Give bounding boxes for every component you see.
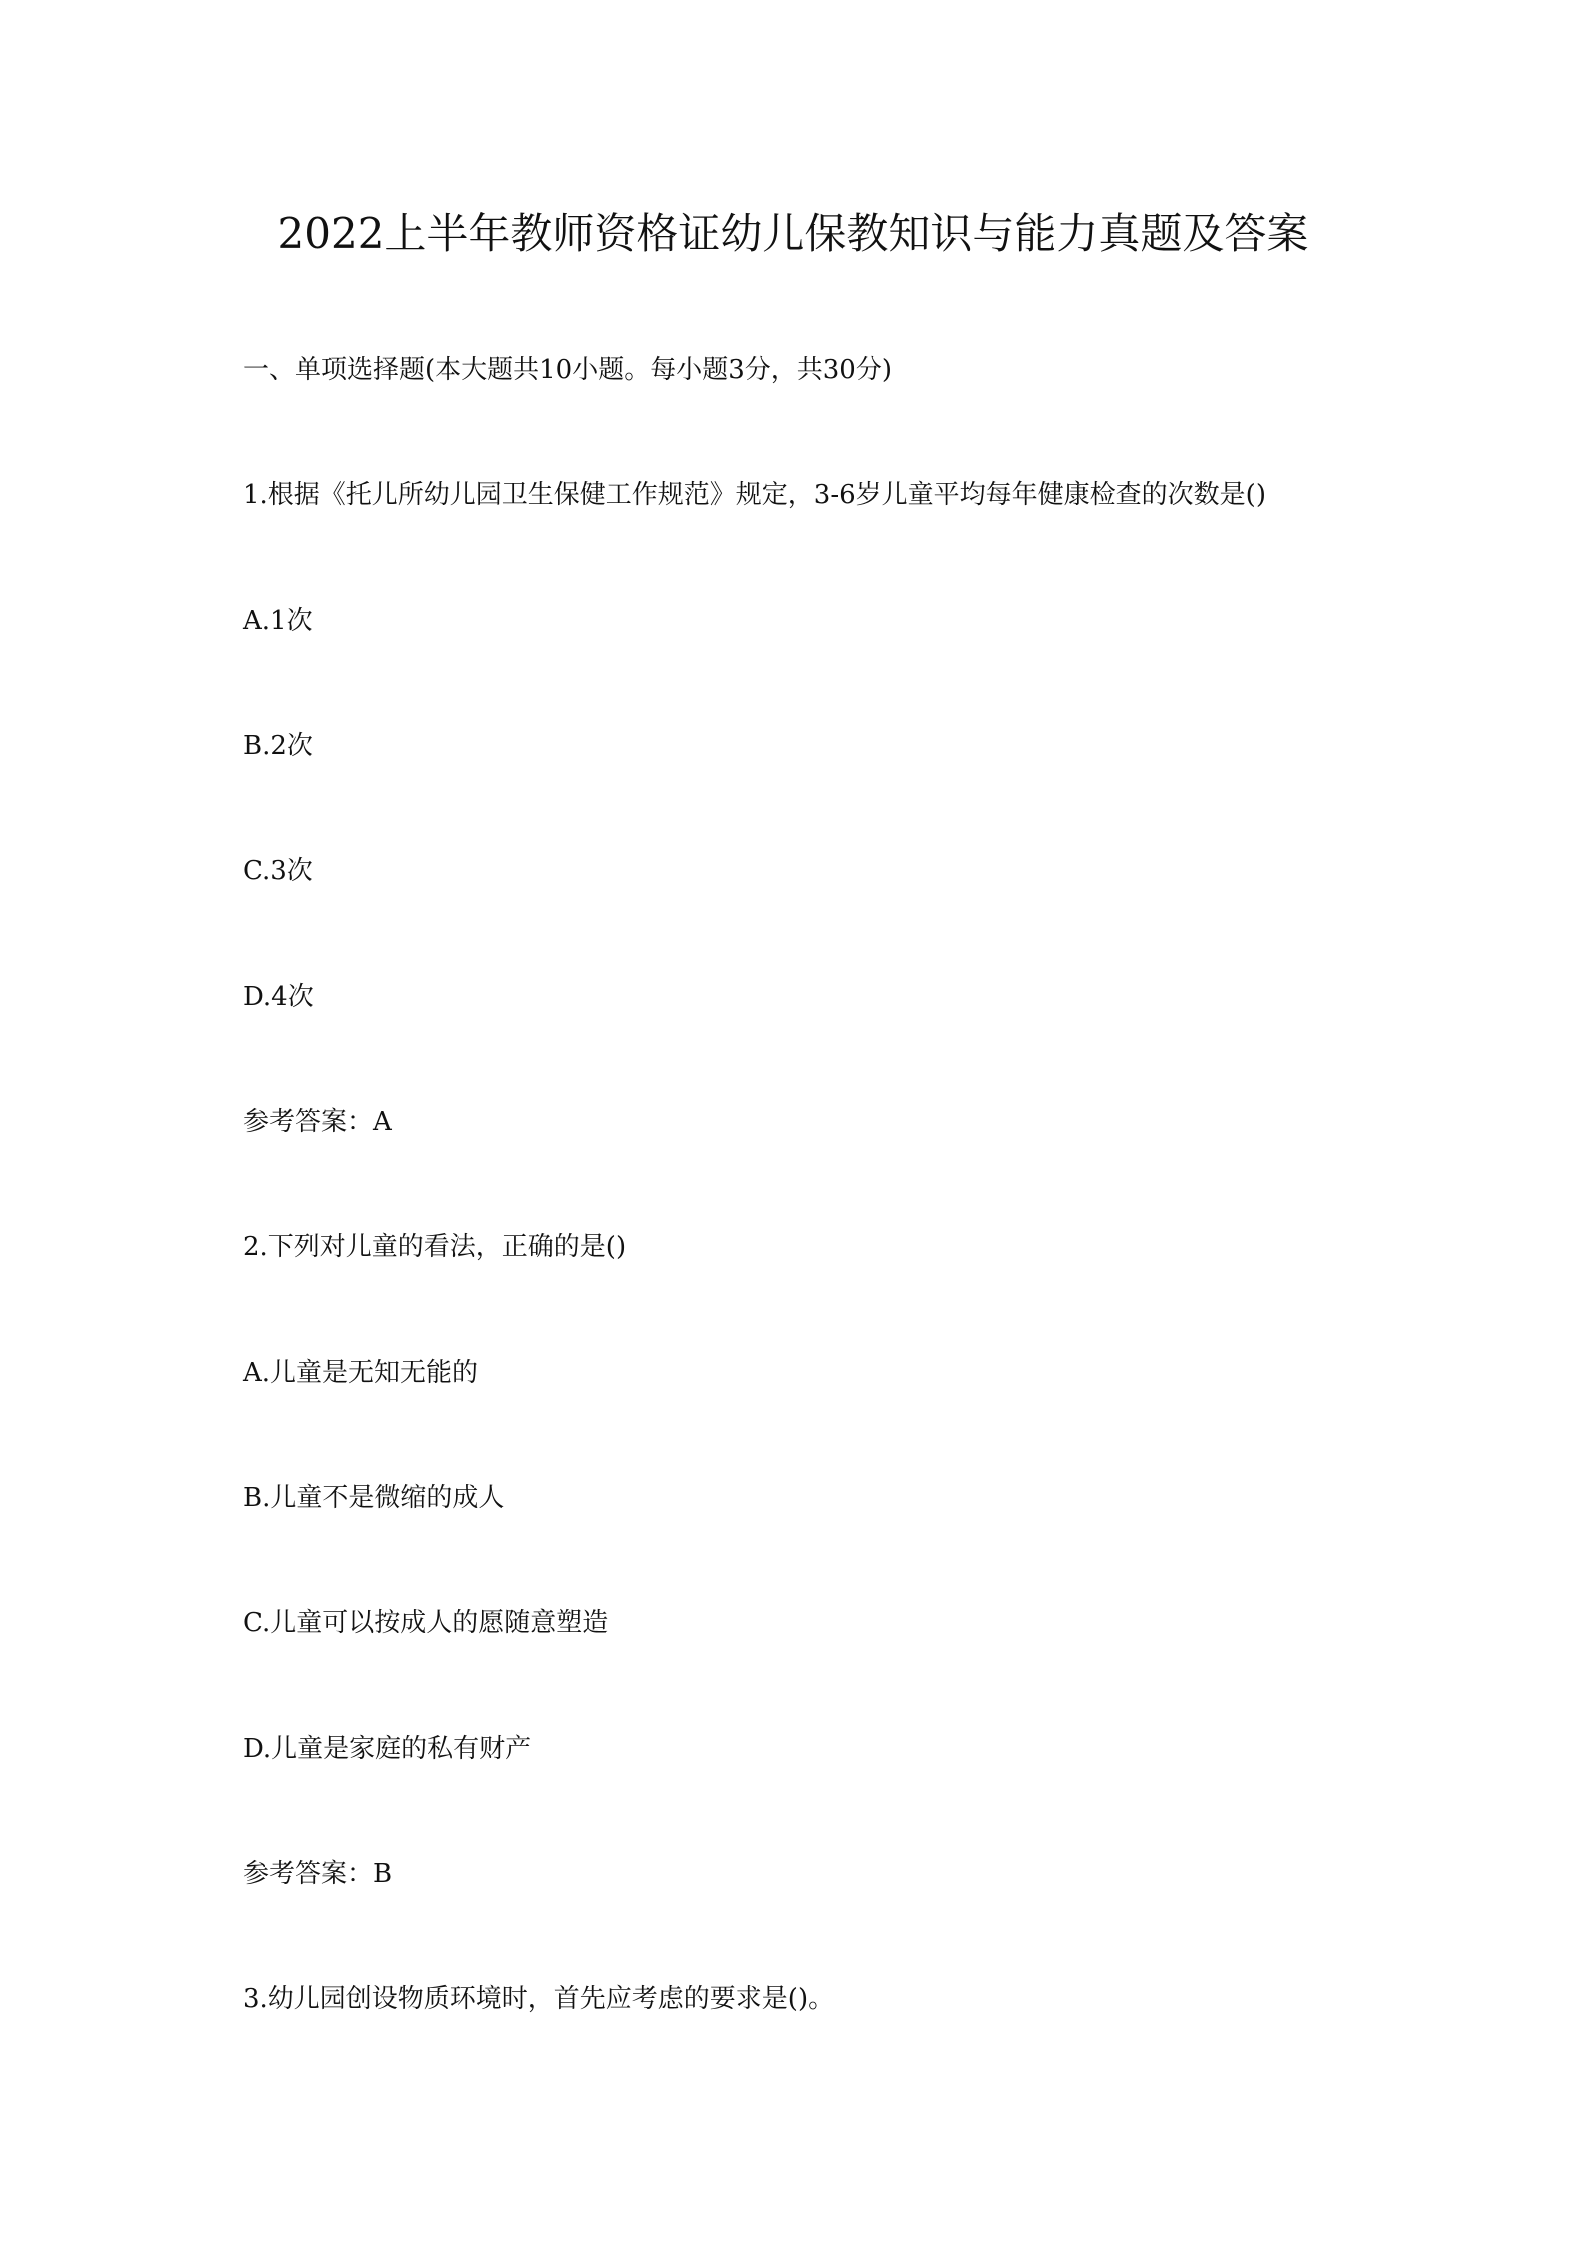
question-1-option-b: B.2次 bbox=[243, 731, 313, 761]
document-title: 2022上半年教师资格证幼儿保教知识与能力真题及答案 bbox=[277, 209, 1309, 258]
question-2-stem: 2.下列对儿童的看法，正确的是() bbox=[243, 1232, 627, 1262]
section-heading: 一、单项选择题(本大题共10小题。每小题3分，共30分) bbox=[243, 355, 892, 385]
question-2-option-b: B.儿童不是微缩的成人 bbox=[243, 1483, 505, 1513]
question-1-stem: 1.根据《托儿所幼儿园卫生保健工作规范》规定，3-6岁儿童平均每年健康检查的次数是() bbox=[243, 480, 1266, 510]
question-2-option-a: A.儿童是无知无能的 bbox=[243, 1358, 479, 1388]
question-1-answer: 参考答案：A bbox=[243, 1107, 392, 1137]
question-1-option-c: C.3次 bbox=[243, 856, 313, 886]
question-1-option-d: D.4次 bbox=[243, 982, 314, 1012]
question-2-option-d: D.儿童是家庭的私有财产 bbox=[243, 1734, 532, 1764]
question-2-answer: 参考答案：B bbox=[243, 1859, 393, 1889]
question-3-stem: 3.幼儿园创设物质环境时，首先应考虑的要求是()。 bbox=[243, 1984, 835, 2014]
question-2-option-c: C.儿童可以按成人的愿随意塑造 bbox=[243, 1608, 609, 1638]
question-1-option-a: A.1次 bbox=[243, 606, 313, 636]
